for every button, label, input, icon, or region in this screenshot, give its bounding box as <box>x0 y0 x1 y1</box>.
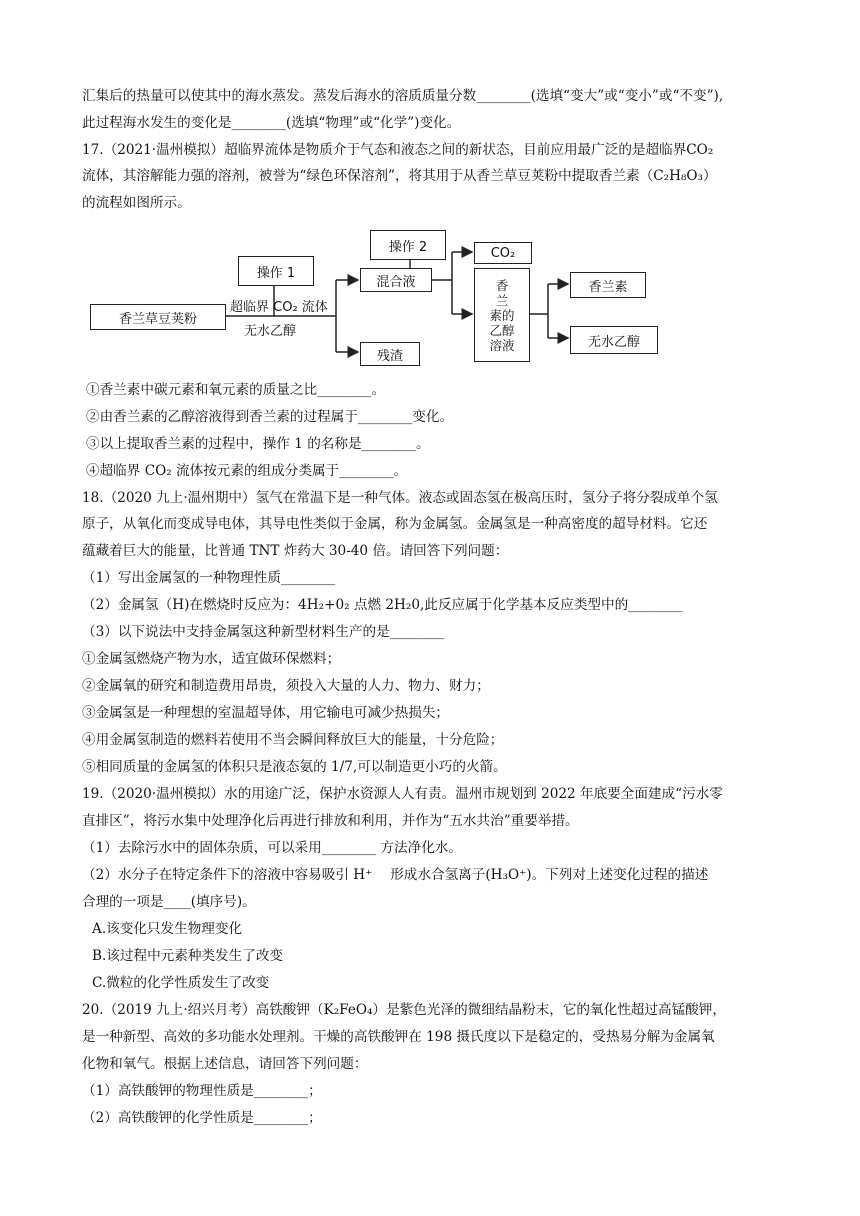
text-line: ⑤相同质量的金属氢的体积只是液态氨的 1/7,可以制造更小巧的火箭。 <box>82 759 507 775</box>
operation-2-label: 操作 2 <box>388 239 428 255</box>
text-line: （1）去除污水中的固体杂质，可以采用________ 方法净化水。 <box>82 840 462 856</box>
text-line: ①金属氢燃烧产物为水，适宜做环保燃料； <box>82 651 341 667</box>
text-line: （2）水分子在特定条件下的溶液中容易吸引 H⁺ 形成水合氢离子(H₃O⁺)。下列对上述变化过程的描述 <box>82 867 709 883</box>
vanillin-solution-box <box>474 268 530 362</box>
text-line: 19.（2020·温州模拟）水的用途广泛，保护水资源人人有责。温州市规划到 2022 年底要全面建成“污水零 <box>82 786 723 802</box>
text-line: ①香兰素中碳元素和氧元素的质量之比________。 <box>86 382 386 398</box>
condition-ethanol-label: 无水乙醇 <box>244 324 297 339</box>
text-line: （2）金属氢（H)在燃烧时反应为：4H₂+0₂ 点燃 2H₂0,此反应属于化学基本反应类型中的________ <box>82 597 683 613</box>
text-line: （3）以下说法中支持金属氢这种新型材料生产的是________ <box>82 624 445 640</box>
text-line: ④超临界 CO₂ 流体按元素的组成分类属于________。 <box>86 463 408 479</box>
operation-1-label: 操作 1 <box>256 265 296 281</box>
option-b: B.该过程中元素种类发生了改变 <box>92 948 284 964</box>
text-line: 18.（2020 九上·温州期中）氢气在常温下是一种气体。液态或固态氢在极高压时，氢分子将分裂成单个氢 <box>82 490 718 506</box>
text-line: 合理的一项是____(填序号)。 <box>82 894 256 910</box>
text-line: ②由香兰素的乙醇溶液得到香兰素的过程属于________变化。 <box>86 409 454 425</box>
source-box <box>90 304 226 330</box>
option-c: C.微粒的化学性质发生了改变 <box>92 975 270 991</box>
solution-text: 溶液 <box>489 337 515 353</box>
residue-box <box>360 342 420 366</box>
solution-text: 乙醇 <box>489 322 515 338</box>
text-line: 17.（2021·温州模拟）超临界流体是物质介于气态和液态之间的新状态，目前应用最广泛的是超临界CO₂ <box>82 142 714 158</box>
solution-text: 兰 <box>495 292 509 308</box>
text-line: 化物和氧气。根据上述信息，请回答下列问题： <box>82 1056 368 1072</box>
ethanol-box <box>570 326 658 354</box>
co2-box <box>474 242 532 264</box>
text-line: 此过程海水发生的变化是________(选填“物理”或“化学”)变化。 <box>82 115 461 131</box>
source-label: 香兰草豆荚粉 <box>118 311 197 327</box>
mixture-box <box>360 268 432 292</box>
text-line: （2）高铁酸钾的化学性质是________； <box>82 1110 322 1126</box>
ethanol-label: 无水乙醇 <box>587 334 640 350</box>
residue-label: 残渣 <box>376 348 403 364</box>
text-line: （1）写出金属氢的一种物理性质________ <box>82 570 336 586</box>
text-line: ③以上提取香兰素的过程中，操作 1 的名称是________。 <box>86 436 430 452</box>
solution-text: 香 <box>495 277 509 293</box>
text-line: ②金属氧的研究和制造费用昂贵，须投入大量的人力、物力、财力； <box>82 678 490 694</box>
text-line: 20.（2019 九上·绍兴月考）高铁酸钾（K₂FeO₄）是紫色光泽的微细结晶粉末，它的氧化性超过高锰酸钾， <box>82 1002 726 1018</box>
text-line: 的流程如图所示。 <box>82 195 191 211</box>
text-line: 汇集后的热量可以使其中的海水蒸发。蒸发后海水的溶质质量分数________(选填“变大”或“变小”或“不变”), <box>82 88 724 104</box>
condition-co2-label: 超临界 CO₂ 流体 <box>230 300 328 315</box>
mixture-label: 混合液 <box>376 274 416 290</box>
text-line: ③金属氢是一种理想的室温超导体，用它输电可减少热损失； <box>82 705 450 721</box>
text-line: 直排区”，将污水集中处理净化后再进行排放和利用，并作为“五水共治”重要举措。 <box>82 813 579 829</box>
text-line: 原子，从氧化而变成导电体，其导电性类似于金属，称为金属氢。金属氢是一种高密度的超导材料。它还 <box>82 516 708 532</box>
text-line: 是一种新型、高效的多功能水处理剂。干燥的高铁酸钾在 198 摄氏度以下是稳定的，受热易分解为金属氧 <box>82 1029 715 1045</box>
flow-diagram <box>86 224 686 374</box>
operation-2-box <box>370 230 446 260</box>
vanillin-label: 香兰素 <box>588 279 628 295</box>
co2-label: CO₂ <box>490 245 516 261</box>
text-line: 流体，其溶解能力强的溶剂，被誉为“绿色环保溶剂”，将其用于从香兰草豆荚粉中提取香兰素（C₂H₈O₃） <box>82 168 717 184</box>
option-a: A.该变化只发生物理变化 <box>92 921 243 937</box>
text-line: （1）高铁酸钾的物理性质是________； <box>82 1083 322 1099</box>
solution-text: 素的 <box>489 307 515 323</box>
text-line: ④用金属氢制造的燃料若使用不当会瞬间释放巨大的能量，十分危险； <box>82 732 504 748</box>
operation-1-box <box>238 256 314 286</box>
text-line: 蕴藏着巨大的能量，比普通 TNT 炸药大 30-40 倍。请回答下列问题： <box>82 543 509 559</box>
vanillin-box <box>570 272 646 298</box>
